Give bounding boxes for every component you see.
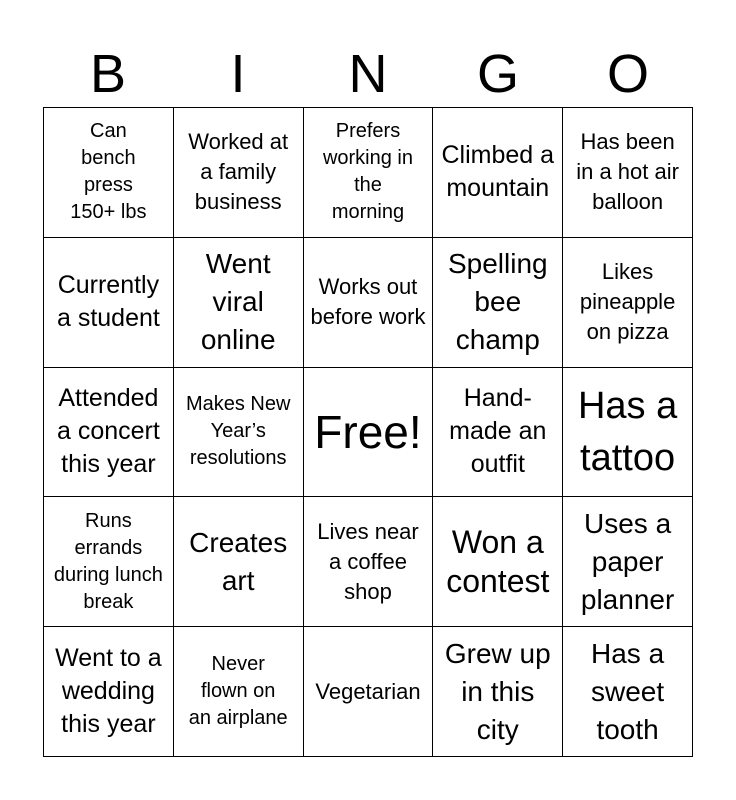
bingo-cell[interactable] (304, 108, 434, 238)
header-letter-i: I (230, 44, 246, 104)
bingo-cell[interactable] (433, 368, 563, 498)
cell-text: Currently a student (56, 271, 160, 333)
cell-text: Lives near a coffee shop (317, 518, 419, 604)
bingo-cell[interactable] (304, 497, 434, 627)
cell-text: Works out before work (310, 274, 426, 330)
cell-text: Hand-made an outfit (449, 384, 547, 479)
header-letter-n: N (348, 44, 388, 104)
cell-text: Climbed a mountain (441, 141, 555, 203)
cell-text: Won a contest (446, 523, 550, 599)
cell-text: Went viral online (200, 248, 276, 356)
cell-text: Prefers working in the morning (322, 120, 413, 224)
cell-text: Runs errands during lunch break (53, 509, 163, 613)
bingo-cell[interactable] (304, 627, 434, 757)
bingo-cell[interactable] (174, 368, 304, 498)
header-letter-b: B (89, 44, 127, 104)
bingo-cell[interactable] (44, 368, 174, 498)
cell-text: Went to a wedding this year (55, 644, 162, 739)
cell-text: Has been in a hot air balloon (576, 129, 679, 215)
bingo-cell[interactable] (174, 497, 304, 627)
free-space-text: Free! (314, 405, 422, 458)
cell-text: Spelling bee champ (447, 248, 548, 356)
cell-text: Likes pineapple on pizza (579, 259, 676, 345)
header-letter-o: O (606, 44, 649, 104)
bingo-cell[interactable] (44, 108, 174, 238)
bingo-cell[interactable] (433, 497, 563, 627)
bingo-card-grid (43, 107, 693, 757)
bingo-cell-free[interactable] (304, 368, 434, 498)
header-letter-g: G (476, 44, 519, 104)
bingo-cell[interactable] (44, 238, 174, 368)
bingo-cell[interactable] (433, 238, 563, 368)
cell-text: Has a tattoo (577, 384, 678, 479)
cell-text: Never flown on an airplane (188, 653, 288, 730)
cell-text: Creates art (189, 526, 288, 596)
bingo-cell[interactable] (433, 627, 563, 757)
bingo-cell[interactable] (563, 108, 693, 238)
cell-text: Worked at a family business (188, 129, 289, 215)
bingo-cell[interactable] (563, 497, 693, 627)
bingo-cell[interactable] (174, 627, 304, 757)
bingo-cell[interactable] (563, 627, 693, 757)
bingo-cell[interactable] (563, 368, 693, 498)
bingo-header (43, 40, 693, 108)
cell-text: Grew up in this city (444, 637, 551, 745)
bingo-cell[interactable] (433, 108, 563, 238)
bingo-cell[interactable] (44, 627, 174, 757)
bingo-cell[interactable] (174, 108, 304, 238)
bingo-cell[interactable] (44, 497, 174, 627)
cell-text: Vegetarian (315, 678, 421, 704)
cell-text: Makes New Year’s resolutions (185, 393, 291, 470)
cell-text: Uses a paper planner (580, 507, 675, 615)
cell-text: Has a sweet tooth (591, 637, 665, 745)
bingo-cell[interactable] (563, 238, 693, 368)
cell-text: Attended a concert this year (56, 384, 160, 479)
cell-text: Can bench press 150+ lbs (70, 120, 147, 224)
bingo-cell[interactable] (174, 238, 304, 368)
bingo-cell[interactable] (304, 238, 434, 368)
